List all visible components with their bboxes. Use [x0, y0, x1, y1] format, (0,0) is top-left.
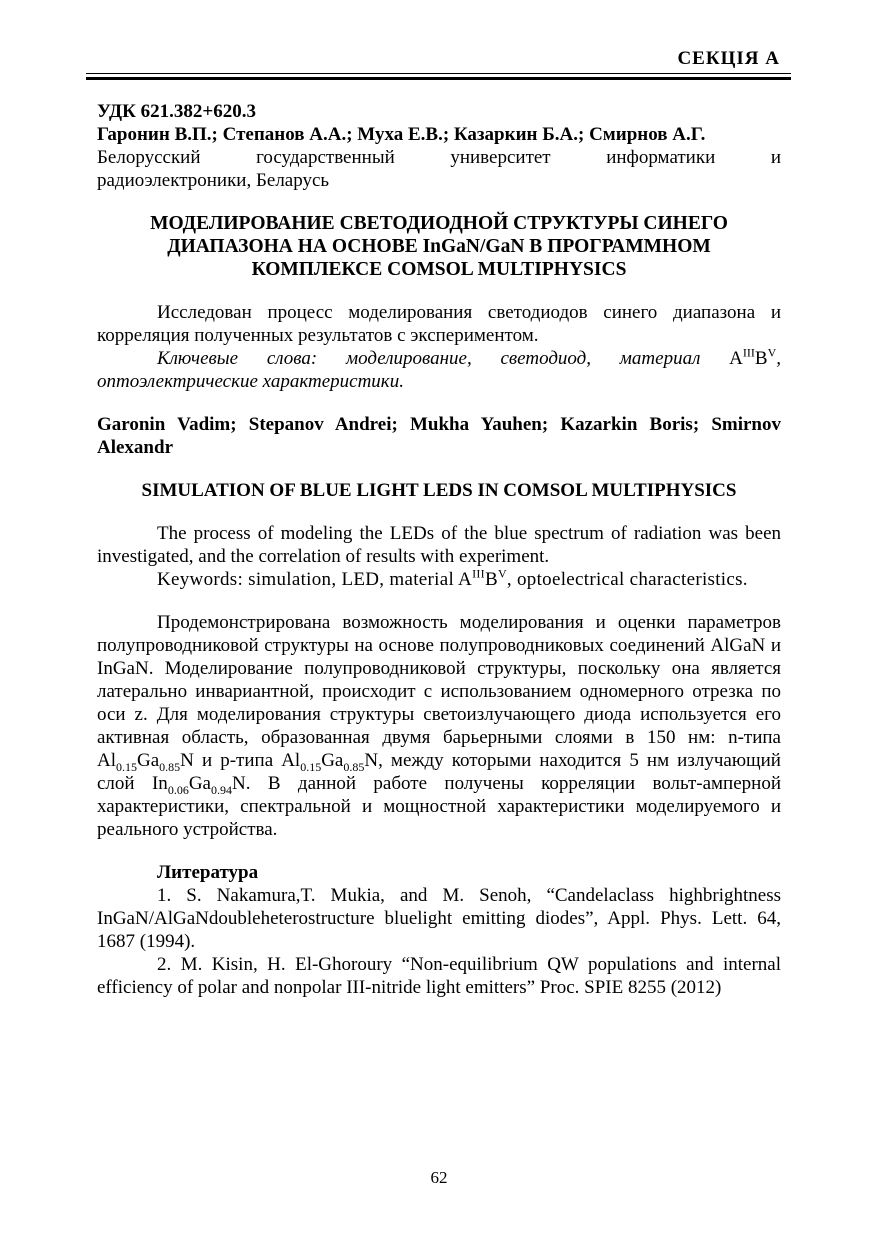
article-content: [97, 100, 781, 999]
keywords-en-text: Keywords: simulation, LED, material: [157, 569, 459, 590]
references-heading: Литература: [157, 862, 259, 883]
reference-item-1: 1. S. Nakamura,T. Mukia, and M. Senoh, “Candelaclass highbrightness InGaN/AlGaNdoubleheterostructure bluelight emitting diodes”, Appl. Phys. Lett. 64, 1687 (1994).: [97, 885, 781, 952]
title-ru: [97, 212, 781, 281]
keywords-en: [97, 568, 781, 591]
authors-en: Garonin Vadim; Stepanov Andrei; Mukha Yauhen; Kazarkin Boris; Smirnov Alexandr: [97, 414, 781, 458]
udk-code: УДК 621.382+620.3: [97, 101, 256, 122]
title-en: SIMULATION OF BLUE LIGHT LEDS IN COMSOL MULTIPHYSICS: [141, 480, 737, 501]
title-ru-line-1: МОДЕЛИРОВАНИЕ СВЕТОДИОДНОЙ СТРУКТУРЫ СИНЕГО: [150, 213, 728, 234]
affiliation-line-2: радиоэлектроники, Беларусь: [97, 170, 330, 191]
reference-item-2: 2. M. Kisin, H. El-Ghoroury “Non-equilibrium QW populations and internal efficiency of polar and nonpolar III-nitride light emitters” Proc. SPIE 8255 (2012): [97, 954, 781, 998]
keywords-ru-text: Ключевые слова: моделирование, светодиод, материал: [157, 348, 730, 369]
header-rule-thick: [86, 77, 791, 80]
keywords-en-material: $A^{III}B^V$: [458, 566, 507, 590]
keywords-ru: [97, 347, 781, 393]
affiliation-line-1: Белорусский государственный университет информатики и: [97, 147, 781, 168]
abstract-ru: Исследован процесс моделирования светодиодов синего диапазона и корреляция полученных результатов с экспериментом.: [97, 302, 781, 346]
title-ru-line-2: ДИАПАЗОНА НА ОСНОВЕ InGaN/GaN В ПРОГРАММНОМ: [167, 236, 711, 257]
keywords-en-tail: , optoelectrical characteristics.: [506, 569, 748, 590]
keywords-ru-material: $A^{III}B^V$: [729, 345, 777, 369]
page-number: 62: [430, 1168, 448, 1187]
section-label: СЕКЦІЯ А: [677, 48, 780, 69]
header-rule-thin: [86, 73, 791, 74]
title-ru-line-3: КОМПЛЕКСЕ COMSOL MULTIPHYSICS: [251, 259, 627, 280]
body-paragraph: Продемонстрирована возможность моделирования и оценки параметров полупроводниковой структуры на основе полупроводниковых соединений AlGaN и InGaN. Моделирование полупроводниковой структуры, поскольку она является латерально инвариантной, происходит с использованием одномерного отрезка по оси z. Для моделирования структуры светоизлучающего диода используется его активная область, образованная двумя барьерными слоями в 150 нм: n-типа $Al_{0.15}Ga_{0.85}N$ и p-типа $Al_{0.15}Ga_{0.85}N$, между которыми находится 5 нм излучающий слой $In_{0.06}Ga_{0.94}N$. В данной работе получены корреляции вольт-амперной характеристики, спектральной и мощностной характеристики моделируемого и реального устройства.: [97, 612, 781, 840]
keywords-ru-tail: , оптоэлектрические характеристики.: [97, 348, 781, 392]
abstract-en: The process of modeling the LEDs of the blue spectrum of radiation was been investigated, and the correlation of results with experiment.: [97, 523, 781, 567]
authors-ru: Гаронин В.П.; Степанов А.А.; Муха Е.В.; Казаркин Б.А.; Смирнов А.Г.: [97, 124, 706, 145]
